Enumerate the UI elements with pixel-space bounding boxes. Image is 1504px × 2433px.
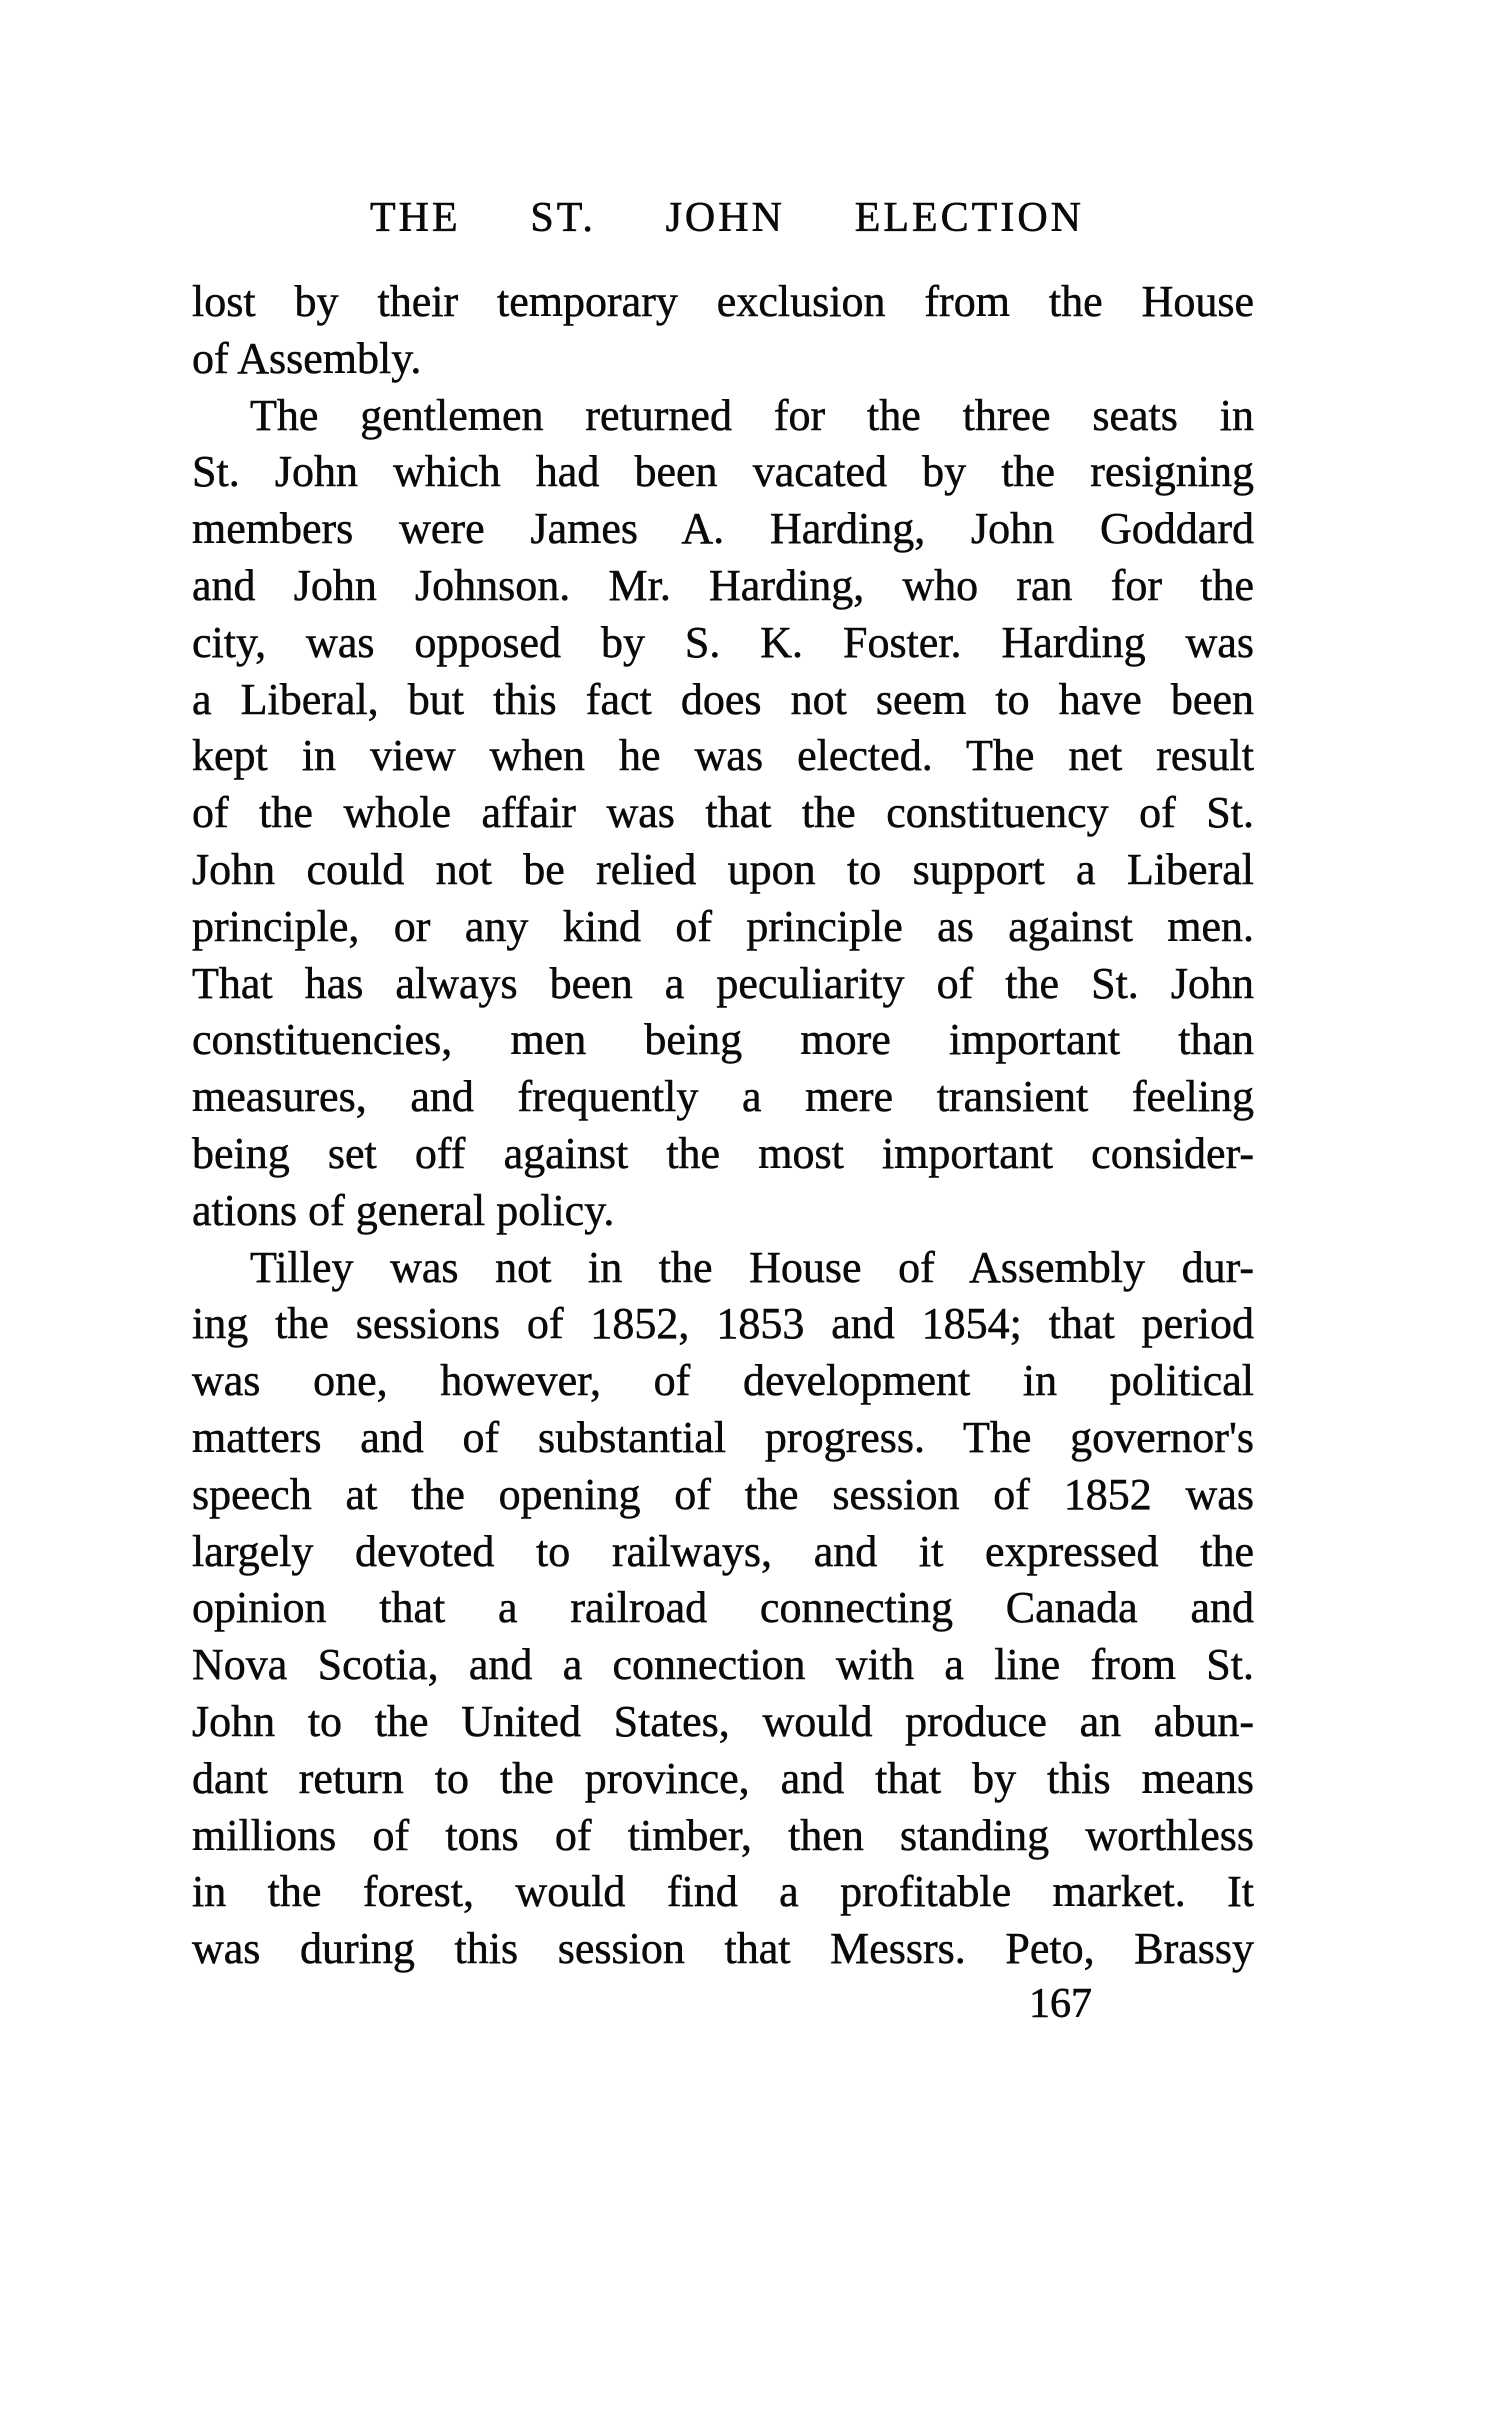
text-line: city, was opposed by S. K. Foster. Harding was xyxy=(192,617,1254,667)
text-line: measures, and frequently a mere transient feeling xyxy=(192,1072,1254,1122)
text-line: speech at the opening of the session of 1852 was xyxy=(192,1469,1254,1519)
text-line: largely devoted to railways, and it expressed the xyxy=(192,1526,1254,1576)
text-line: was one, however, of development in political xyxy=(192,1356,1254,1406)
text-line: constituencies, men being more important than xyxy=(192,1015,1254,1065)
text-line: That has always been a peculiarity of the St. John xyxy=(192,958,1254,1008)
text-line: members were James A. Harding, John Goddard xyxy=(192,504,1254,554)
text-line: and John Johnson. Mr. Harding, who ran for the xyxy=(192,560,1254,610)
text-line: lost by their temporary exclusion from the House xyxy=(192,277,1254,326)
text-line: was during this session that Messrs. Peto, Brassy xyxy=(192,1924,1254,1974)
text-line: a Liberal, but this fact does not seem to have been xyxy=(192,674,1254,724)
text-line: of Assembly. xyxy=(192,333,422,383)
text-line: dant return to the province, and that by this means xyxy=(192,1753,1254,1803)
text-line: millions of tons of timber, then standing worthless xyxy=(192,1810,1254,1860)
text-line: The gentlemen returned for the three seats in xyxy=(250,390,1254,440)
text-line: Tilley was not in the House of Assembly dur- xyxy=(250,1242,1254,1292)
text-line: of the whole affair was that the constituency of St. xyxy=(192,788,1254,838)
text-line: Nova Scotia, and a connection with a line from St. xyxy=(192,1640,1254,1690)
page-number: 167 xyxy=(1029,1981,1092,2027)
text-line: St. John which had been vacated by the resigning xyxy=(192,447,1254,497)
text-line: opinion that a railroad connecting Canada and xyxy=(192,1583,1254,1633)
text-line: kept in view when he was elected. The net result xyxy=(192,731,1254,781)
text-line: ing the sessions of 1852, 1853 and 1854; that period xyxy=(192,1299,1254,1349)
text-line: principle, or any kind of principle as against men. xyxy=(192,901,1254,951)
body-text xyxy=(192,274,1254,1978)
running-head-title: THE ST. JOHN ELECTION xyxy=(370,195,1084,241)
text-line: John to the United States, would produce an abun- xyxy=(192,1696,1254,1746)
text-line: ations of general policy. xyxy=(192,1185,615,1235)
text-line: John could not be relied upon to support a Liberal xyxy=(192,844,1254,894)
text-line: being set off against the most important consider- xyxy=(192,1128,1254,1178)
text-line: matters and of substantial progress. The governor's xyxy=(192,1412,1254,1462)
text-line: in the forest, would find a profitable market. It xyxy=(192,1867,1254,1917)
